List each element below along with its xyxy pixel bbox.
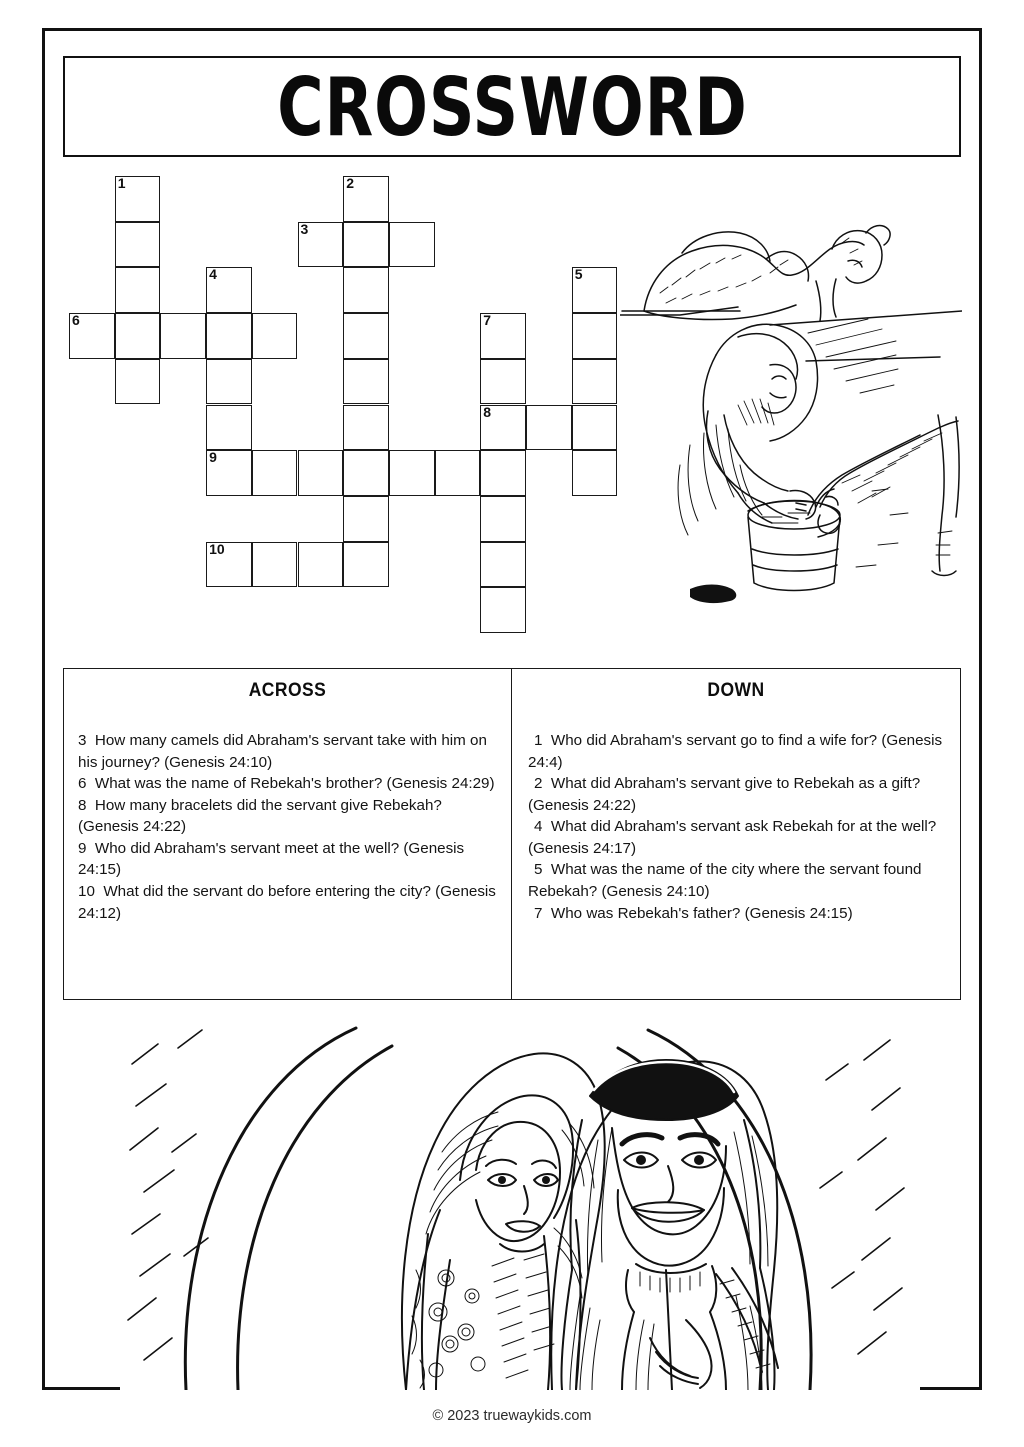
cell-number-9: 9 bbox=[209, 449, 217, 466]
across-clue-text: How many camels did Abraham's servant take with him on his journey? (Genesis 24:10) bbox=[78, 732, 487, 771]
crossword-cell-start-7[interactable] bbox=[480, 313, 526, 359]
crossword-cell[interactable] bbox=[526, 405, 572, 451]
down-clue-text: Who did Abraham's servant go to find a wife for? (Genesis 24:4) bbox=[528, 732, 943, 771]
crossword-cell[interactable] bbox=[480, 496, 526, 542]
down-clue-number: 1 bbox=[534, 732, 551, 749]
cell-number-4: 4 bbox=[209, 266, 217, 283]
crossword-cell[interactable] bbox=[298, 542, 344, 588]
crossword-cell[interactable] bbox=[206, 313, 252, 359]
crossword-cell[interactable] bbox=[206, 405, 252, 451]
across-clue-text: What was the name of Rebekah's brother? (Genesis 24:29) bbox=[94, 775, 495, 793]
cell-number-7: 7 bbox=[483, 312, 492, 329]
down-heading: DOWN bbox=[707, 680, 765, 701]
crossword-cell[interactable] bbox=[252, 450, 298, 496]
down-clue-list bbox=[512, 702, 960, 924]
across-heading: ACROSS bbox=[248, 680, 327, 701]
cell-number-5: 5 bbox=[574, 266, 583, 283]
crossword-cell[interactable] bbox=[572, 450, 618, 496]
across-clue-text: What did the servant do before entering the city? (Genesis 24:12) bbox=[78, 883, 496, 922]
couple-scene-illustration bbox=[120, 1020, 920, 1390]
across-clue-list bbox=[64, 702, 511, 924]
page-title: CROSSWORD bbox=[276, 59, 748, 154]
crossword-cell[interactable] bbox=[480, 587, 526, 633]
down-clue-number: 7 bbox=[534, 904, 551, 922]
crossword-cell[interactable] bbox=[343, 359, 389, 405]
crossword-cell[interactable] bbox=[115, 222, 161, 268]
crossword-cell[interactable] bbox=[343, 222, 389, 268]
across-clue-number: 8 bbox=[78, 796, 95, 814]
cell-number-6: 6 bbox=[72, 312, 80, 329]
copyright-footer: © 2023 truewaykids.com bbox=[432, 1408, 592, 1424]
down-clue-number: 5 bbox=[534, 861, 551, 879]
crossword-cell[interactable] bbox=[115, 313, 161, 359]
crossword-cell-start-4[interactable] bbox=[206, 267, 252, 313]
across-clue-number: 10 bbox=[78, 883, 104, 901]
down-clue-number: 2 bbox=[534, 775, 551, 793]
down-clue-text: Who was Rebekah's father? (Genesis 24:15) bbox=[550, 904, 853, 922]
cell-number-3: 3 bbox=[300, 220, 309, 237]
crossword-cell-start-8[interactable] bbox=[480, 405, 526, 451]
down-clue-box bbox=[511, 668, 961, 1000]
down-clue-text: What did Abraham's servant give to Rebekah as a gift? (Genesis 24:22) bbox=[528, 775, 921, 814]
across-clue-number: 9 bbox=[78, 839, 95, 857]
crossword-cell[interactable] bbox=[572, 359, 618, 405]
down-clue-2 bbox=[528, 773, 946, 816]
across-clue-8 bbox=[78, 795, 497, 838]
crossword-cell[interactable] bbox=[435, 450, 481, 496]
down-clue-4 bbox=[528, 816, 946, 859]
across-clue-10 bbox=[78, 881, 497, 924]
crossword-cell[interactable] bbox=[115, 359, 161, 405]
crossword-cell-start-9[interactable] bbox=[206, 450, 252, 496]
crossword-cell[interactable] bbox=[572, 405, 618, 451]
crossword-cell[interactable] bbox=[343, 267, 389, 313]
down-clue-text: What was the name of the city where the servant found Rebekah? (Genesis 24:10) bbox=[528, 861, 922, 901]
crossword-cell[interactable] bbox=[115, 267, 161, 313]
crossword-cell-start-10[interactable] bbox=[206, 542, 252, 588]
crossword-cell[interactable] bbox=[206, 359, 252, 405]
down-clue-5 bbox=[528, 859, 946, 902]
crossword-cell[interactable] bbox=[343, 450, 389, 496]
crossword-cell[interactable] bbox=[343, 496, 389, 542]
crossword-cell-start-1[interactable] bbox=[115, 176, 161, 222]
crossword-cell[interactable] bbox=[343, 542, 389, 588]
crossword-cell[interactable] bbox=[389, 450, 435, 496]
crossword-cell[interactable] bbox=[252, 313, 298, 359]
across-clue-text: Who did Abraham's servant meet at the well? (Genesis 24:15) bbox=[78, 839, 465, 879]
crossword-cell-start-3[interactable] bbox=[298, 222, 344, 268]
crossword-cell[interactable] bbox=[343, 405, 389, 451]
down-clue-1 bbox=[528, 730, 946, 773]
down-clue-number: 4 bbox=[534, 818, 551, 836]
crossword-cell[interactable] bbox=[298, 450, 344, 496]
crossword-cell[interactable] bbox=[480, 542, 526, 588]
down-clue-7 bbox=[528, 903, 946, 925]
across-clue-number: 3 bbox=[78, 732, 95, 749]
cell-number-1: 1 bbox=[117, 175, 126, 191]
crossword-cell-start-5[interactable] bbox=[572, 267, 618, 313]
crossword-cell-start-6[interactable] bbox=[69, 313, 115, 359]
crossword-cell-start-2[interactable] bbox=[343, 176, 389, 222]
across-clue-box bbox=[63, 668, 512, 1000]
crossword-cell[interactable] bbox=[480, 359, 526, 405]
across-clue-text: How many bracelets did the servant give Rebekah? (Genesis 24:22) bbox=[78, 796, 442, 836]
crossword-cell[interactable] bbox=[572, 313, 618, 359]
across-clue-9 bbox=[78, 838, 497, 881]
crossword-cell[interactable] bbox=[160, 313, 206, 359]
crossword-cell[interactable] bbox=[389, 222, 435, 268]
down-clue-text: What did Abraham's servant ask Rebekah for at the well? (Genesis 24:17) bbox=[528, 818, 937, 857]
cell-number-8: 8 bbox=[483, 403, 492, 420]
crossword-cell[interactable] bbox=[343, 313, 389, 359]
across-clue-6 bbox=[78, 773, 497, 795]
well-scene-illustration bbox=[620, 215, 962, 615]
title-banner bbox=[63, 56, 961, 157]
cell-number-2: 2 bbox=[346, 175, 354, 191]
across-clue-number: 6 bbox=[78, 775, 95, 793]
across-clue-3 bbox=[78, 730, 497, 773]
cell-number-10: 10 bbox=[209, 540, 225, 557]
crossword-cell[interactable] bbox=[252, 542, 298, 588]
crossword-cell[interactable] bbox=[480, 450, 526, 496]
